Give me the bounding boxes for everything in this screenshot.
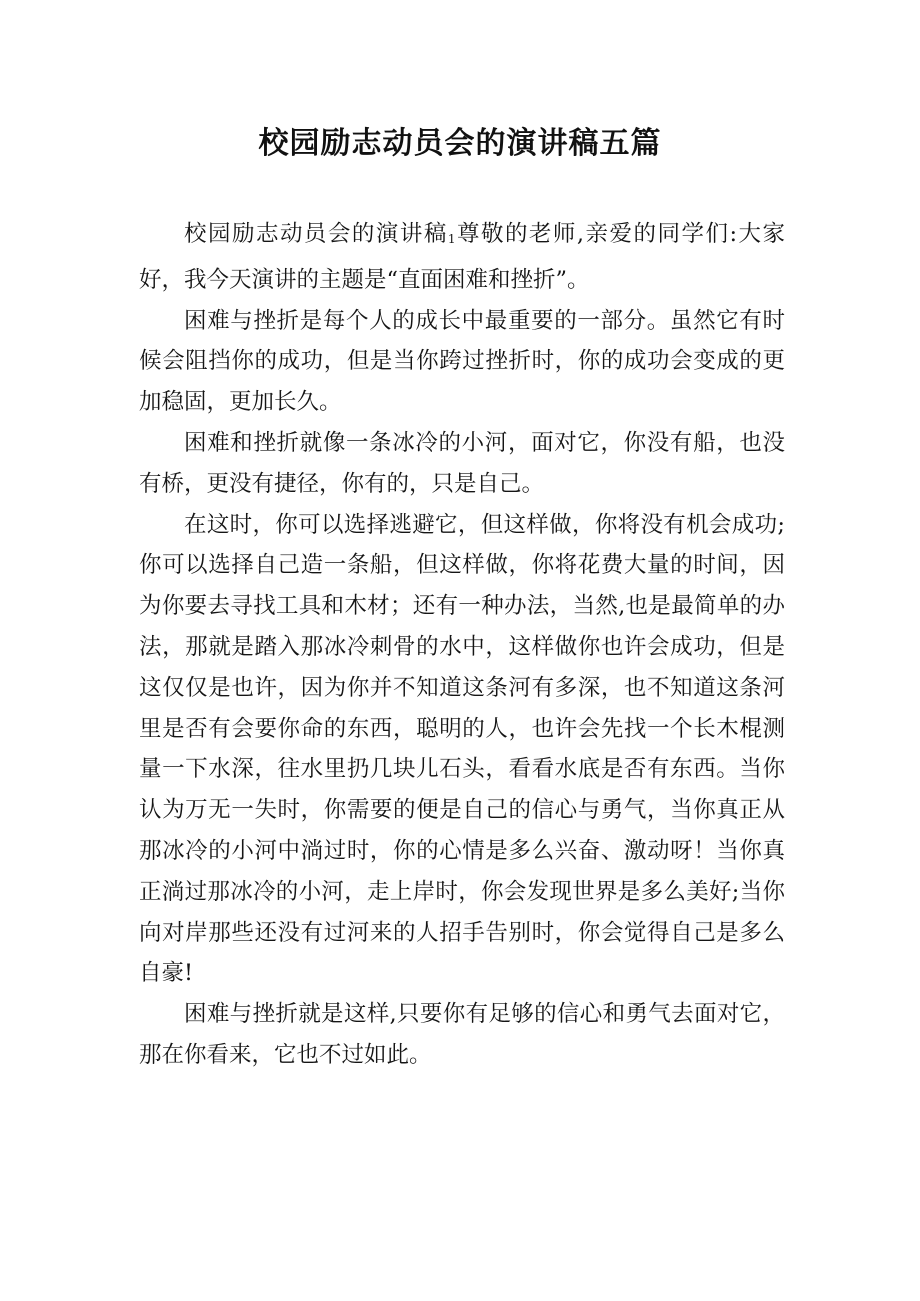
- intro-paragraph: [139, 214, 785, 301]
- intro-lead: 校园励志动员会的演讲稿: [184, 221, 448, 247]
- paragraph: 困难和挫折就像一条冰冷的小河，面对它，你没有船，也没有桥，更没有捷径，你有的，只是自己。: [139, 429, 785, 497]
- intro-text: 尊敬的老师,亲爱的同学们:大家好，我今天演讲的主题是“直面困难和挫折”。: [139, 221, 785, 293]
- paragraph: 在这时，你可以选择逃避它，但这样做，你将没有机会成功;你可以选择自己造一条船，但这样做，你将花费大量的时间，因为你要去寻找工具和木材；还有一种办法，当然,也是最简单的办法，那就是踏入那冰冷刺骨的水中，这样做你也许会成功，但是这仅仅是也许，因为你并不知道这条河有多深，也不知道这条河里是否有会要你命的东西，聪明的人，也许会先找一个长木棍测量一下水深，往水里扔几块儿石头，看看水底是否有东西。当你认为万无一失时，你需要的便是自己的信心与勇气，当你真正从那冰冷的小河中淌过时，你的心情是多么兴奋、激动呀！当你真正淌过那冰冷的小河，走上岸时，你会发现世界是多么美好;当你向对岸那些还没有过河来的人招手告别时，你会觉得自己是多么自豪!: [139, 511, 785, 987]
- document-body: [139, 214, 785, 1076]
- paragraph: 困难与挫折就是这样,只要你有足够的信心和勇气去面对它，那在你看来，它也不过如此。: [139, 1001, 785, 1068]
- paragraph: 困难与挫折是每个人的成长中最重要的一部分。虽然它有时候会阻挡你的成功，但是当你跨过挫折时，你的成功会变成的更加稳固，更加长久。: [139, 307, 785, 416]
- document-title: 校园励志动员会的演讲稿五篇: [258, 126, 662, 161]
- intro-number: 1: [447, 232, 456, 246]
